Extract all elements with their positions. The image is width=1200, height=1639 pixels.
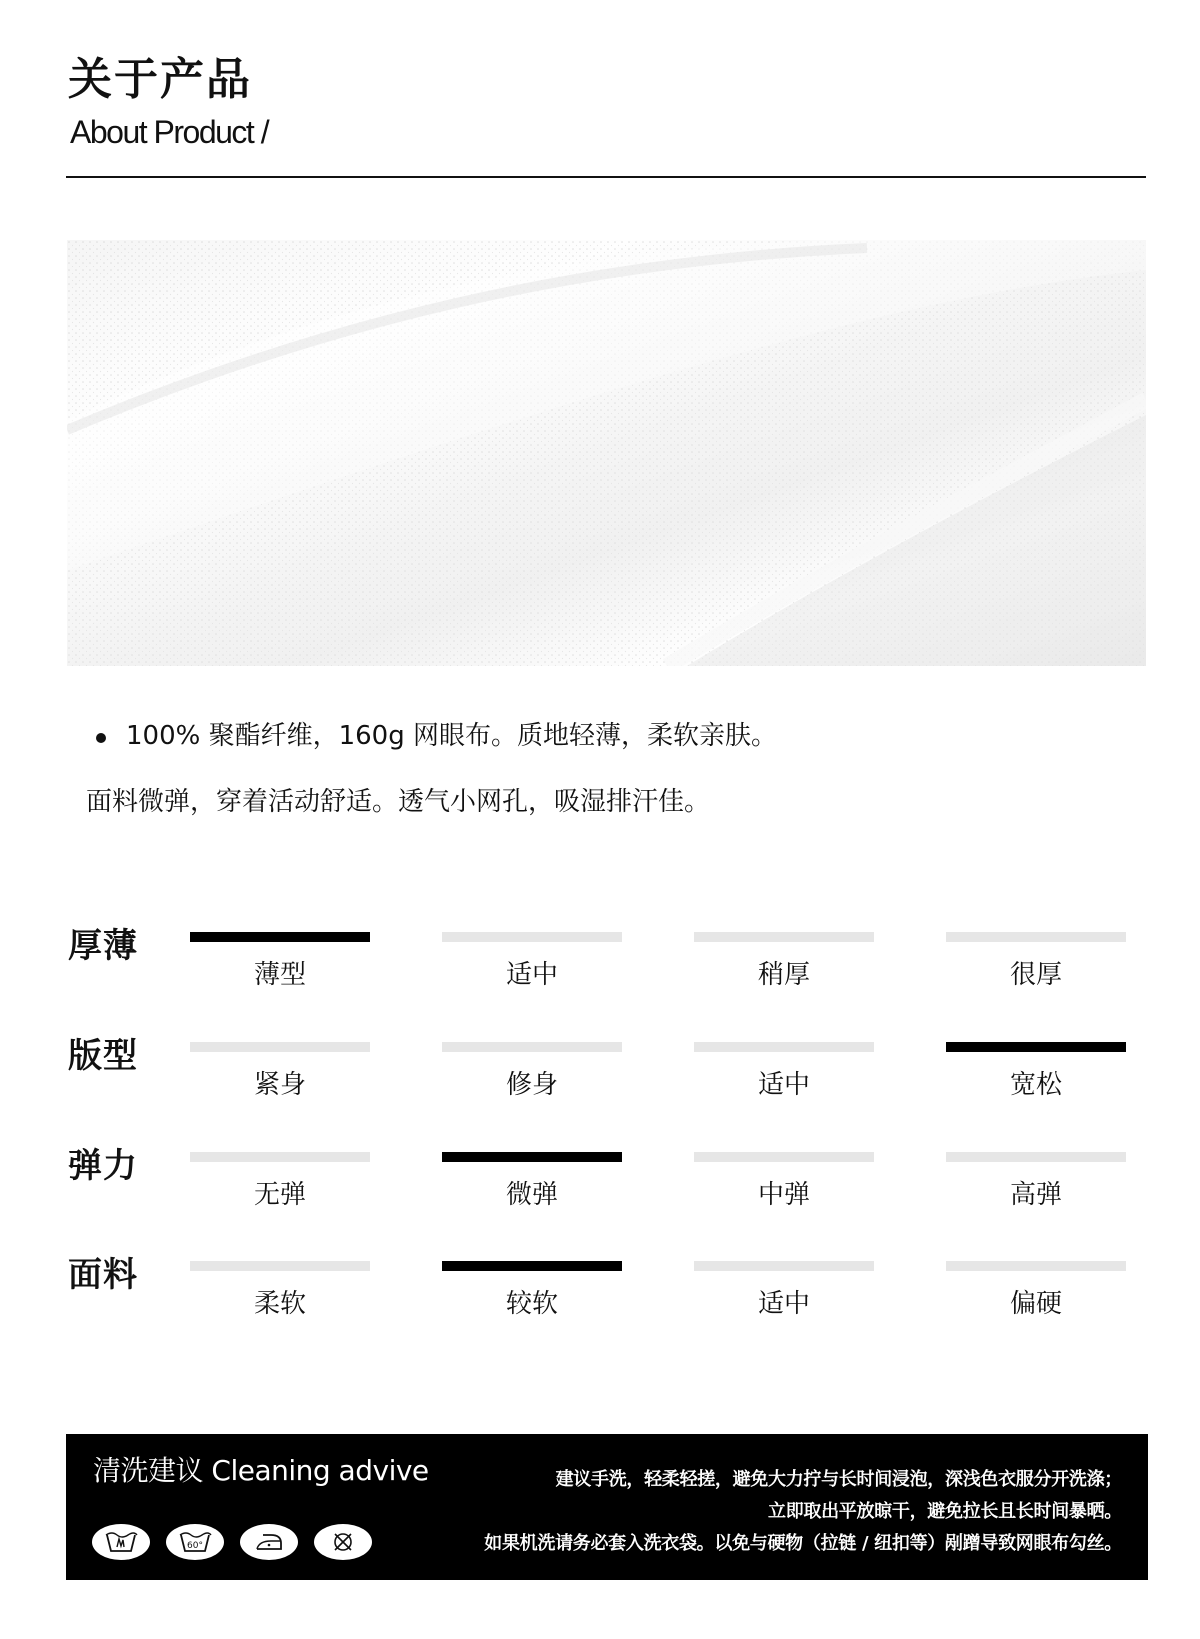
rating-bar <box>946 1042 1126 1052</box>
attribute-option-label: 高弹 <box>1009 1180 1062 1210</box>
attribute-option <box>190 1042 370 1122</box>
page-title: 关于产品 <box>68 54 252 105</box>
attribute-option <box>190 1261 370 1341</box>
attribute-label: 弹力 <box>68 1146 138 1186</box>
attribute-option <box>190 1152 370 1232</box>
cleaning-advice-panel <box>66 1434 1148 1580</box>
hand-wash-icon <box>92 1524 150 1560</box>
rating-bar <box>442 1042 622 1052</box>
attribute-option-label: 适中 <box>505 960 558 990</box>
attribute-option <box>946 1261 1126 1341</box>
header-divider <box>66 176 1146 178</box>
attribute-option <box>694 1042 874 1122</box>
cleaning-advice-title: 清洗建议 Cleaning advive <box>93 1454 429 1487</box>
attribute-row <box>0 924 1200 1014</box>
fabric-texture-image <box>67 240 1146 666</box>
attribute-option-label: 紧身 <box>253 1070 306 1100</box>
attribute-option-label: 稍厚 <box>757 960 810 990</box>
attribute-option-label: 很厚 <box>1009 960 1062 990</box>
attribute-option <box>694 932 874 1012</box>
iron-icon <box>240 1524 298 1560</box>
attribute-row <box>0 1034 1200 1124</box>
attribute-option-selected <box>442 1152 622 1232</box>
cleaning-advice-line: 建议手洗，轻柔轻搓，避免大力拧与长时间浸泡，深浅色衣服分开洗涤； <box>555 1469 1122 1490</box>
attribute-option-label: 修身 <box>505 1070 558 1100</box>
attribute-option <box>442 932 622 1012</box>
attribute-option-label: 薄型 <box>253 960 306 990</box>
attribute-option-label: 偏硬 <box>1009 1289 1062 1319</box>
rating-bar <box>946 1261 1126 1271</box>
do-not-tumble-dry-icon <box>314 1524 372 1560</box>
rating-bar <box>694 1261 874 1271</box>
rating-bar <box>946 1152 1126 1162</box>
attribute-option-label: 宽松 <box>1009 1070 1062 1100</box>
page-subtitle: About Product / <box>70 114 269 150</box>
attribute-option-selected <box>946 1042 1126 1122</box>
cleaning-advice-line: 如果机洗请务必套入洗衣袋。以免与硬物（拉链 / 纽扣等）剐蹭导致网眼布勾丝。 <box>484 1533 1122 1554</box>
cleaning-advice-line: 立即取出平放晾干，避免拉长且长时间暴晒。 <box>768 1501 1122 1522</box>
attribute-option-label: 适中 <box>757 1070 810 1100</box>
attribute-option-label: 较软 <box>505 1289 558 1319</box>
rating-bar <box>190 1152 370 1162</box>
rating-bar <box>442 1152 622 1162</box>
attribute-option <box>442 1042 622 1122</box>
attribute-option-label: 柔软 <box>253 1289 306 1319</box>
rating-bar <box>442 1261 622 1271</box>
rating-bar <box>694 1042 874 1052</box>
attribute-option-selected <box>190 932 370 1012</box>
attribute-label: 厚薄 <box>68 926 138 966</box>
rating-bar <box>694 932 874 942</box>
rating-bar <box>190 932 370 942</box>
attribute-label: 面料 <box>68 1255 138 1295</box>
attribute-option <box>694 1152 874 1232</box>
attribute-option-selected <box>442 1261 622 1341</box>
attribute-label: 版型 <box>68 1036 138 1076</box>
rating-bar <box>946 932 1126 942</box>
attribute-option <box>946 932 1126 1012</box>
attribute-option-label: 中弹 <box>757 1180 810 1210</box>
attribute-option-label: 微弹 <box>505 1180 558 1210</box>
attribute-row <box>0 1253 1200 1343</box>
attribute-option-label: 无弹 <box>253 1180 306 1210</box>
description-line-1: 100% 聚酯纤维，160g 网眼布。质地轻薄，柔软亲肤。 <box>126 721 777 751</box>
attribute-row <box>0 1144 1200 1234</box>
description-line-2: 面料微弹，穿着活动舒适。透气小网孔，吸湿排汗佳。 <box>86 787 711 817</box>
attribute-option-label: 适中 <box>757 1289 810 1319</box>
attribute-option <box>946 1152 1126 1232</box>
rating-bar <box>190 1042 370 1052</box>
wash-60-icon <box>166 1524 224 1560</box>
rating-bar <box>694 1152 874 1162</box>
attribute-option <box>694 1261 874 1341</box>
wash-temp-label: 60° <box>187 1541 203 1551</box>
rating-bar <box>190 1261 370 1271</box>
cleaning-advice-text <box>402 1464 1122 1560</box>
rating-bar <box>442 932 622 942</box>
